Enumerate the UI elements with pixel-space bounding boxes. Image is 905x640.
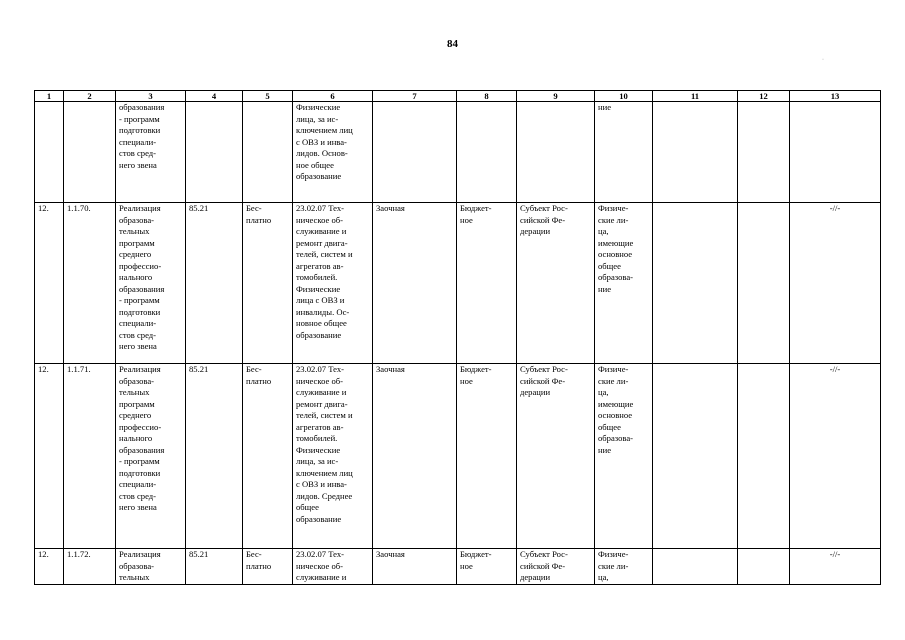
cell-col12 [738,364,790,549]
column-header: 7 [373,91,457,102]
cell-consumers: Физиче- ские ли- ца, имеющие основное общее образова- ние [595,203,653,364]
cell-payment [243,102,293,203]
table-row [35,549,881,585]
table-row [35,203,881,364]
cell-service-name: образования - программ подготовки специали- стов сред- него звена [116,102,186,203]
cell-code: 1.1.71. [64,364,116,549]
cell-authority: Субъект Рос- сийской Фе- дерации [517,549,595,585]
cell-col13 [790,102,881,203]
margin-mark: · [822,57,824,63]
cell-col11 [653,203,738,364]
cell-service-name: Реализация образова- тельных программ среднего профессио- нального образования - программ подготовки специали- стов сред- него звена [116,364,186,549]
cell-form: Заочная [373,549,457,585]
column-header: 11 [653,91,738,102]
cell-institution-type [457,102,517,203]
cell-authority: Субъект Рос- сийской Фе- дерации [517,203,595,364]
column-header: 5 [243,91,293,102]
cell-okved [186,102,243,203]
column-header: 10 [595,91,653,102]
cell-institution-type: Бюджет- ное [457,364,517,549]
cell-content: 23.02.07 Тех- ническое об- служивание и ремонт двига- телей, систем и агрегатов ав- томобилей. Физические лица с ОВЗ и инвалиды. Ос- новное общее образование [293,203,373,364]
cell-col12 [738,549,790,585]
column-header: 6 [293,91,373,102]
column-header: 1 [35,91,64,102]
cell-content: 23.02.07 Тех- ническое об- служивание и [293,549,373,585]
table-row [35,102,881,203]
cell-consumers: Физиче- ские ли- ца, [595,549,653,585]
cell-service-name: Реализация образова- тельных [116,549,186,585]
cell-code: 1.1.72. [64,549,116,585]
column-header: 4 [186,91,243,102]
cell-col13: -//- [790,203,881,364]
cell-col11 [653,102,738,203]
page-number: 84 [447,38,458,50]
table-row [35,364,881,549]
column-header: 8 [457,91,517,102]
cell-number: 12. [35,203,64,364]
cell-col13: -//- [790,364,881,549]
column-header: 13 [790,91,881,102]
cell-col12 [738,203,790,364]
cell-service-name: Реализация образова- тельных программ среднего профессио- нального образования - программ подготовки специали- стов сред- него звена [116,203,186,364]
column-header: 9 [517,91,595,102]
cell-okved: 85.21 [186,549,243,585]
cell-consumers: Физиче- ские ли- ца, имеющие основное общее образова- ние [595,364,653,549]
cell-col11 [653,364,738,549]
cell-number: 12. [35,364,64,549]
column-header: 3 [116,91,186,102]
cell-form [373,102,457,203]
cell-form: Заочная [373,203,457,364]
cell-okved: 85.21 [186,364,243,549]
header-row [35,91,881,102]
cell-col12 [738,102,790,203]
cell-authority [517,102,595,203]
cell-okved: 85.21 [186,203,243,364]
cell-institution-type: Бюджет- ное [457,549,517,585]
cell-authority: Субъект Рос- сийской Фе- дерации [517,364,595,549]
cell-col13: -//- [790,549,881,585]
cell-payment: Бес- платно [243,364,293,549]
cell-payment: Бес- платно [243,203,293,364]
cell-col11 [653,549,738,585]
cell-consumers: ние [595,102,653,203]
cell-code: 1.1.70. [64,203,116,364]
column-header: 12 [738,91,790,102]
cell-content: Физические лица, за ис- ключением лиц с ОВЗ и инва- лидов. Основ- ное общее образование [293,102,373,203]
cell-form: Заочная [373,364,457,549]
cell-number: 12. [35,549,64,585]
column-header: 2 [64,91,116,102]
cell-content: 23.02.07 Тех- ническое об- служивание и ремонт двига- телей, систем и агрегатов ав- томобилей. Физические лица, за ис- ключением лиц с ОВЗ и инва- лидов. Среднее общее образование [293,364,373,549]
cell-code [64,102,116,203]
cell-institution-type: Бюджет- ное [457,203,517,364]
cell-number [35,102,64,203]
registry-table [34,90,881,585]
cell-payment: Бес- платно [243,549,293,585]
